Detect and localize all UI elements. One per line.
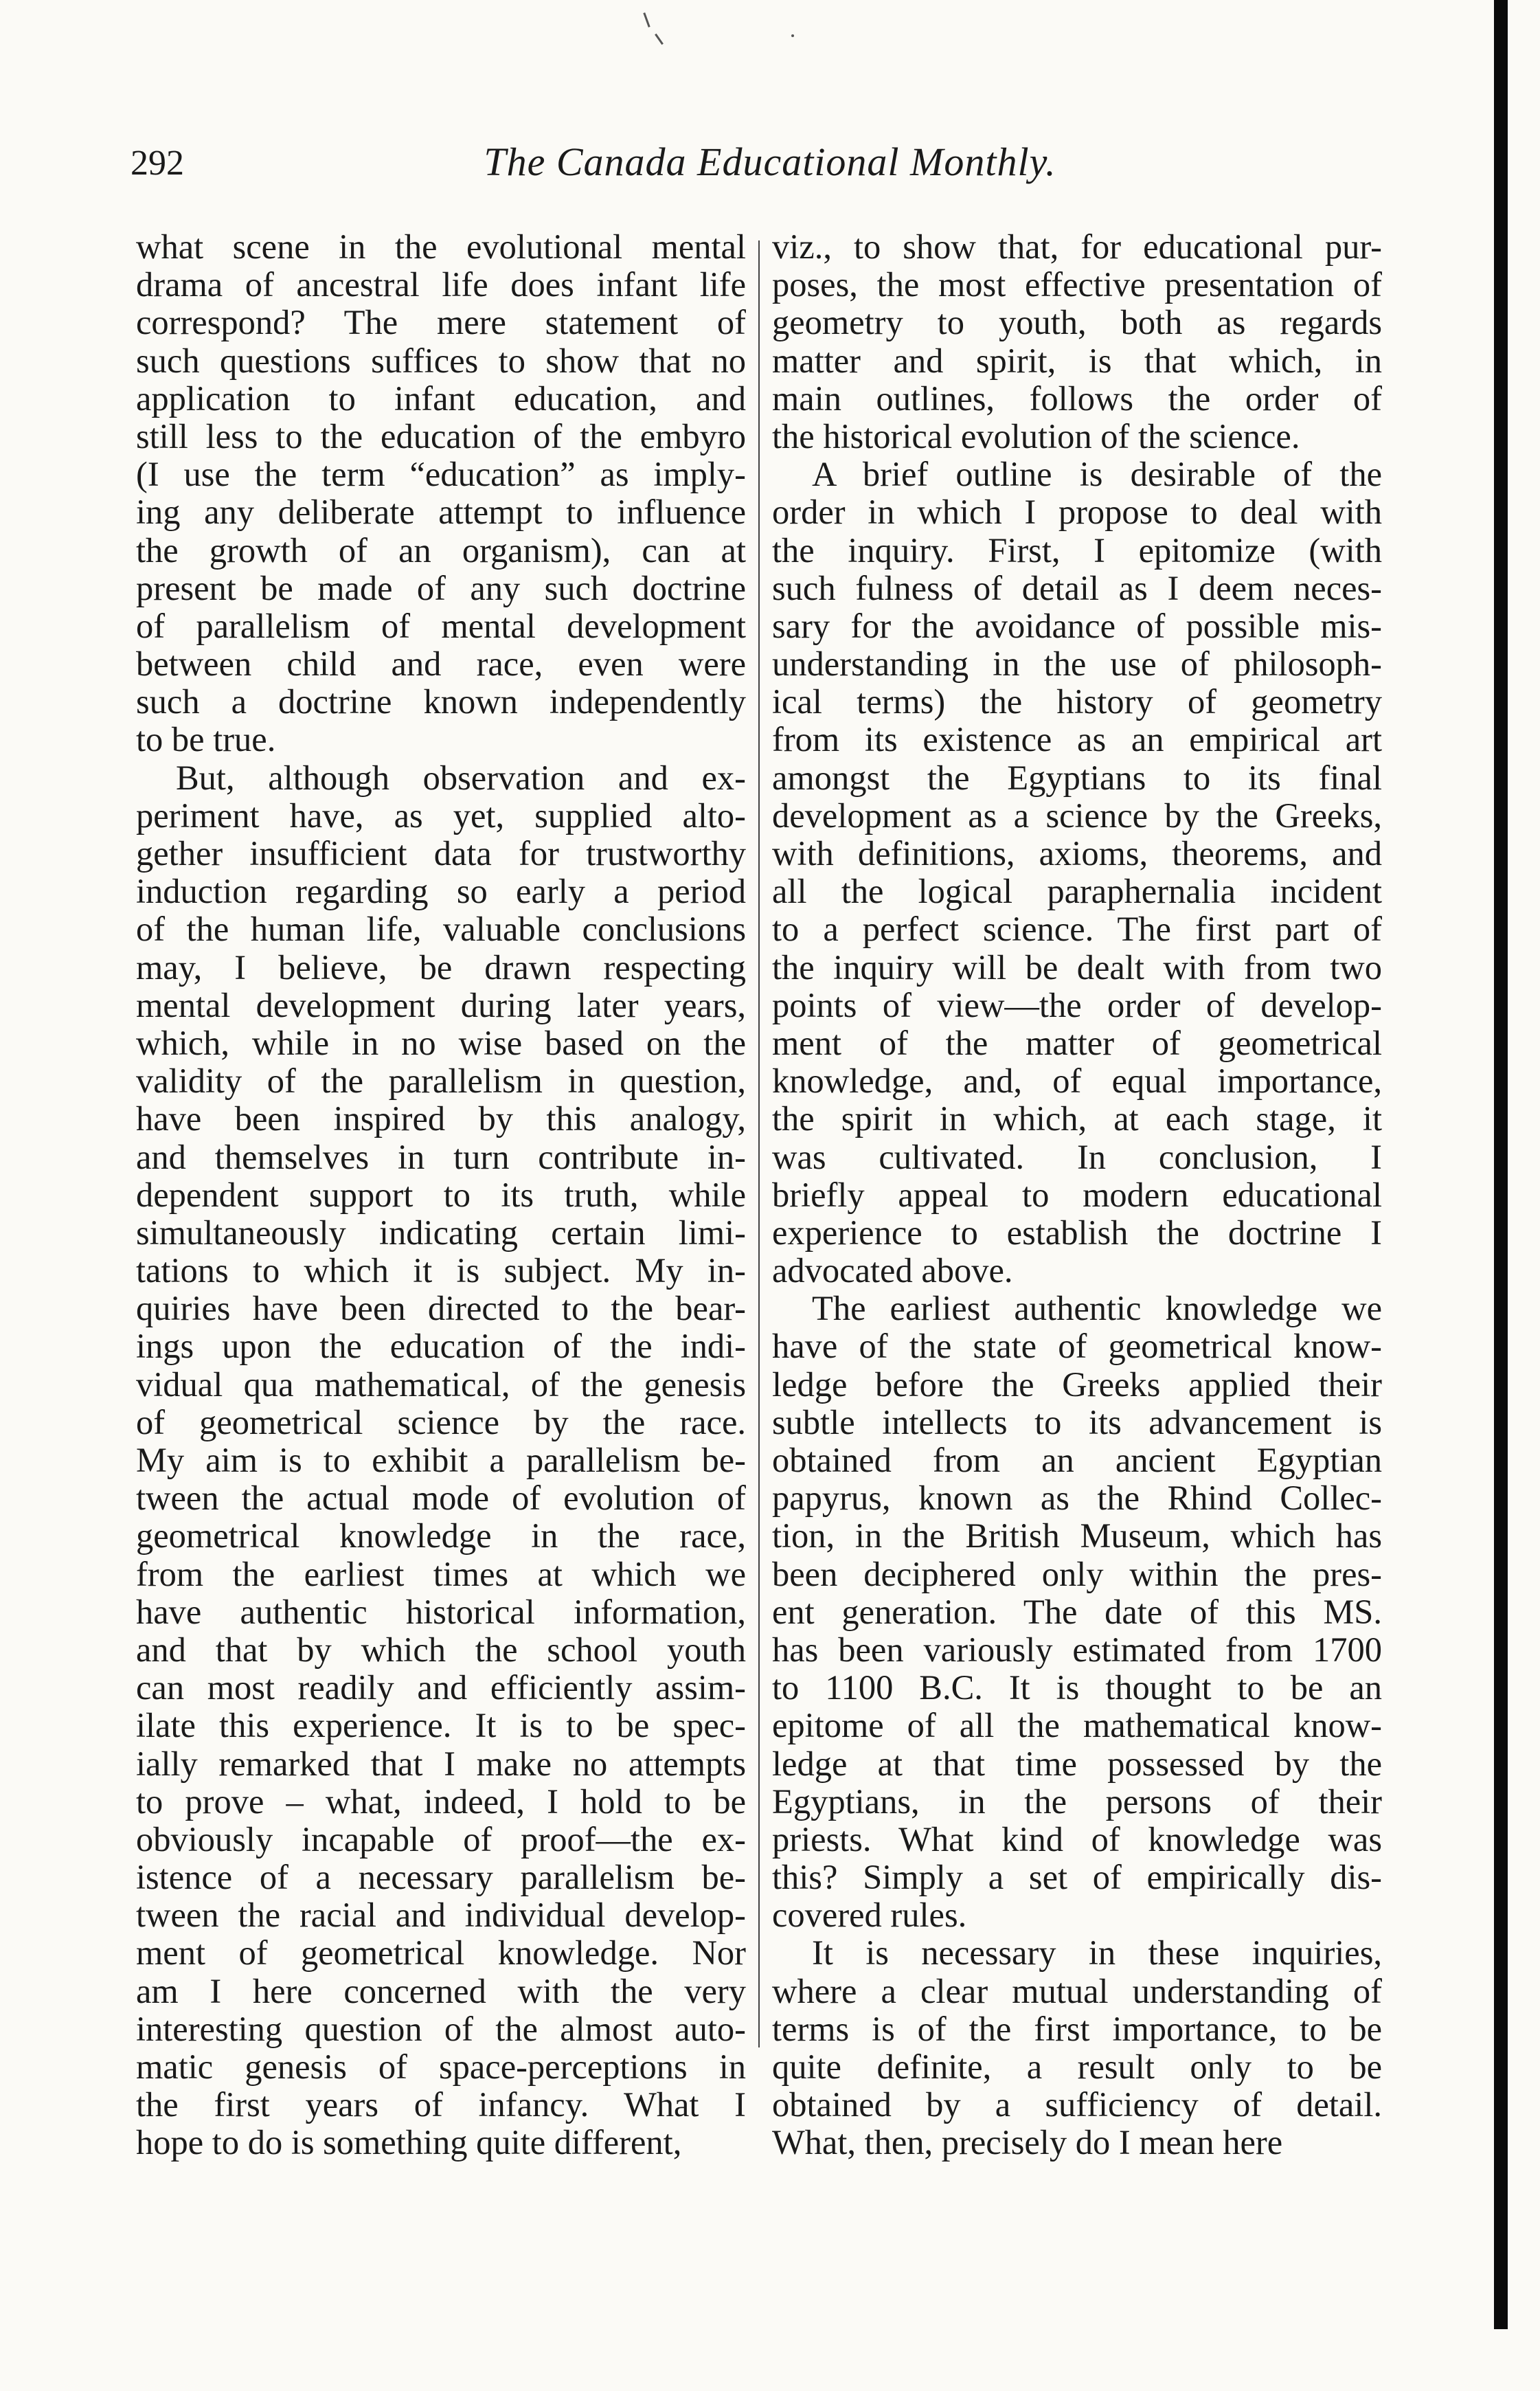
text-line: main outlines, follows the order of <box>772 379 1382 418</box>
text-line: of parallelism of mental development <box>136 606 746 645</box>
text-line: of the human life, valuable conclusions <box>136 910 746 949</box>
text-line: still less to the education of the embyro <box>136 416 746 456</box>
text-line: and that by which the school youth <box>136 1630 746 1669</box>
text-line: am I here concerned with the very <box>136 1971 746 2010</box>
text-line: simultaneously indicating certain limi- <box>136 1213 746 1252</box>
text-line: from the earliest times at which we <box>136 1554 746 1593</box>
text-line: quite definite, a result only to be <box>772 2047 1382 2086</box>
text-line: sary for the avoidance of possible mis- <box>772 606 1382 645</box>
text-line: ment of geometrical knowledge. Nor <box>136 1933 746 1973</box>
text-line: application to infant education, and <box>136 379 746 418</box>
text-line: tween the actual mode of evolution of <box>136 1479 746 1518</box>
text-line: viz., to show that, for educational pur- <box>772 227 1382 266</box>
text-line: A brief outline is desirable of the <box>812 455 1382 494</box>
text-line: from its existence as an empirical art <box>772 720 1382 759</box>
text-line: to 1100 B.C. It is thought to be an <box>772 1668 1382 1707</box>
text-line: hope to do is something quite different, <box>136 2123 682 2162</box>
text-line: this? Simply a set of empirically dis- <box>772 1858 1382 1897</box>
text-line: with definitions, axioms, theorems, and <box>772 834 1382 873</box>
text-line: ially remarked that I make no attempts <box>136 1744 746 1783</box>
text-line: may, I believe, be drawn respecting <box>136 947 746 987</box>
text-line: the spirit in which, at each stage, it <box>772 1099 1382 1138</box>
text-line: ilate this experience. It is to be spec- <box>136 1706 746 1745</box>
scan-speck <box>655 34 664 45</box>
text-line: ent generation. The date of this MS. <box>772 1592 1382 1631</box>
text-line: subtle intellects to its advancement is <box>772 1402 1382 1441</box>
page-number: 292 <box>131 144 184 183</box>
text-line: have of the state of geometrical know- <box>772 1327 1382 1366</box>
text-line: all the logical paraphernalia incident <box>772 872 1382 911</box>
text-line: can most readily and efficiently assim- <box>136 1668 746 1707</box>
text-line: such fulness of detail as I deem neces- <box>772 568 1382 607</box>
text-line: to a perfect science. The first part of <box>772 910 1382 949</box>
text-line: gether insufficient data for trustworthy <box>136 834 746 873</box>
text-line: amongst the Egyptians to its final <box>772 758 1382 797</box>
text-line: ment of the matter of geometrical <box>772 1023 1382 1062</box>
text-line: correspond? The mere statement of <box>136 303 746 342</box>
text-line: was cultivated. In conclusion, I <box>772 1137 1382 1176</box>
text-line: geometrical knowledge in the race, <box>136 1516 746 1556</box>
text-line: poses, the most effective presentation of <box>772 265 1382 304</box>
text-line: the inquiry will be dealt with from two <box>772 947 1382 987</box>
text-line: interesting question of the almost auto- <box>136 2009 746 2048</box>
text-line: quiries have been directed to the bear- <box>136 1289 746 1328</box>
text-line: to be true. <box>136 720 276 759</box>
running-title: The Canada Educational Monthly. <box>484 139 1056 184</box>
text-line: ledge at that time possessed by the <box>772 1744 1382 1783</box>
text-line: knowledge, and, of equal importance, <box>772 1062 1382 1101</box>
text-line: The earliest authentic knowledge we <box>812 1289 1382 1328</box>
text-line: where a clear mutual understanding of <box>772 1971 1382 2010</box>
text-line: ledge before the Greeks applied their <box>772 1365 1382 1404</box>
text-line: My aim is to exhibit a parallelism be- <box>136 1441 746 1479</box>
text-line: such questions suffices to show that no <box>136 341 746 380</box>
text-line: dependent support to its truth, while <box>136 1175 746 1214</box>
text-line: covered rules. <box>772 1896 967 1935</box>
text-line: which, while in no wise based on the <box>136 1023 746 1062</box>
text-line: induction regarding so early a period <box>136 872 746 911</box>
text-line: obviously incapable of proof—the ex- <box>136 1819 746 1859</box>
text-line: and themselves in turn contribute in- <box>136 1137 746 1176</box>
text-line: Egyptians, in the persons of their <box>772 1782 1382 1821</box>
text-line: been deciphered only within the pres- <box>772 1554 1382 1593</box>
text-line: development as a science by the Greeks, <box>772 796 1382 835</box>
text-line: between child and race, even were <box>136 644 746 684</box>
text-line: ical terms) the history of geometry <box>772 682 1382 721</box>
text-line: to prove – what, indeed, I hold to be <box>136 1782 746 1821</box>
text-line: of geometrical science by the race. <box>136 1402 746 1441</box>
text-line: vidual qua mathematical, of the genesis <box>136 1365 746 1404</box>
text-line: tion, in the British Museum, which has <box>772 1516 1382 1556</box>
text-line: have been inspired by this analogy, <box>136 1099 746 1138</box>
text-line: such a doctrine known independently <box>136 682 746 721</box>
text-line: istence of a necessary parallelism be- <box>136 1858 746 1897</box>
left-column <box>136 228 746 2162</box>
text-line: obtained by a sufficiency of detail. <box>772 2085 1382 2124</box>
text-line: tween the racial and individual develop- <box>136 1896 746 1935</box>
text-line: order in which I propose to deal with <box>772 493 1382 532</box>
scan-edge-bar <box>1494 0 1508 2329</box>
text-line: drama of ancestral life does infant life <box>136 265 746 304</box>
text-line: the historical evolution of the science. <box>772 416 1300 456</box>
text-line: advocated above. <box>772 1251 1013 1290</box>
right-column <box>772 228 1382 2162</box>
text-line: epitome of all the mathematical know- <box>772 1706 1382 1745</box>
scan-speck <box>791 34 794 37</box>
text-line: the first years of infancy. What I <box>136 2085 746 2124</box>
text-line: priests. What kind of knowledge was <box>772 1819 1382 1859</box>
text-line: what scene in the evolutional mental <box>136 227 746 266</box>
text-line: ing any deliberate attempt to influence <box>136 493 746 532</box>
text-line: (I use the term “education” as imply- <box>136 455 746 494</box>
scan-speck <box>643 12 650 27</box>
text-line: papyrus, known as the Rhind Collec- <box>772 1479 1382 1518</box>
text-line: experience to establish the doctrine I <box>772 1213 1382 1252</box>
text-line: tations to which it is subject. My in- <box>136 1251 746 1290</box>
text-line: present be made of any such doctrine <box>136 568 746 607</box>
column-rule <box>758 240 760 2047</box>
text-line: What, then, precisely do I mean here <box>772 2123 1283 2162</box>
text-line: have authentic historical information, <box>136 1592 746 1631</box>
text-line: understanding in the use of philosoph- <box>772 644 1382 684</box>
text-line: But, although observation and ex- <box>176 758 746 797</box>
text-line: matter and spirit, is that which, in <box>772 341 1382 380</box>
text-line: It is necessary in these inquiries, <box>812 1933 1382 1973</box>
text-line: matic genesis of space-perceptions in <box>136 2047 746 2086</box>
text-line: ings upon the education of the indi- <box>136 1327 746 1366</box>
text-line: obtained from an ancient Egyptian <box>772 1441 1382 1479</box>
text-line: has been variously estimated from 1700 <box>772 1630 1382 1669</box>
text-line: mental development during later years, <box>136 985 746 1024</box>
text-line: geometry to youth, both as regards <box>772 303 1382 342</box>
text-line: validity of the parallelism in question, <box>136 1062 746 1101</box>
text-line: briefly appeal to modern educational <box>772 1175 1382 1214</box>
text-line: periment have, as yet, supplied alto- <box>136 796 746 835</box>
text-line: the inquiry. First, I epitomize (with <box>772 530 1382 570</box>
text-line: points of view—the order of develop- <box>772 985 1382 1024</box>
text-line: terms is of the first importance, to be <box>772 2009 1382 2048</box>
text-line: the growth of an organism), can at <box>136 530 746 570</box>
